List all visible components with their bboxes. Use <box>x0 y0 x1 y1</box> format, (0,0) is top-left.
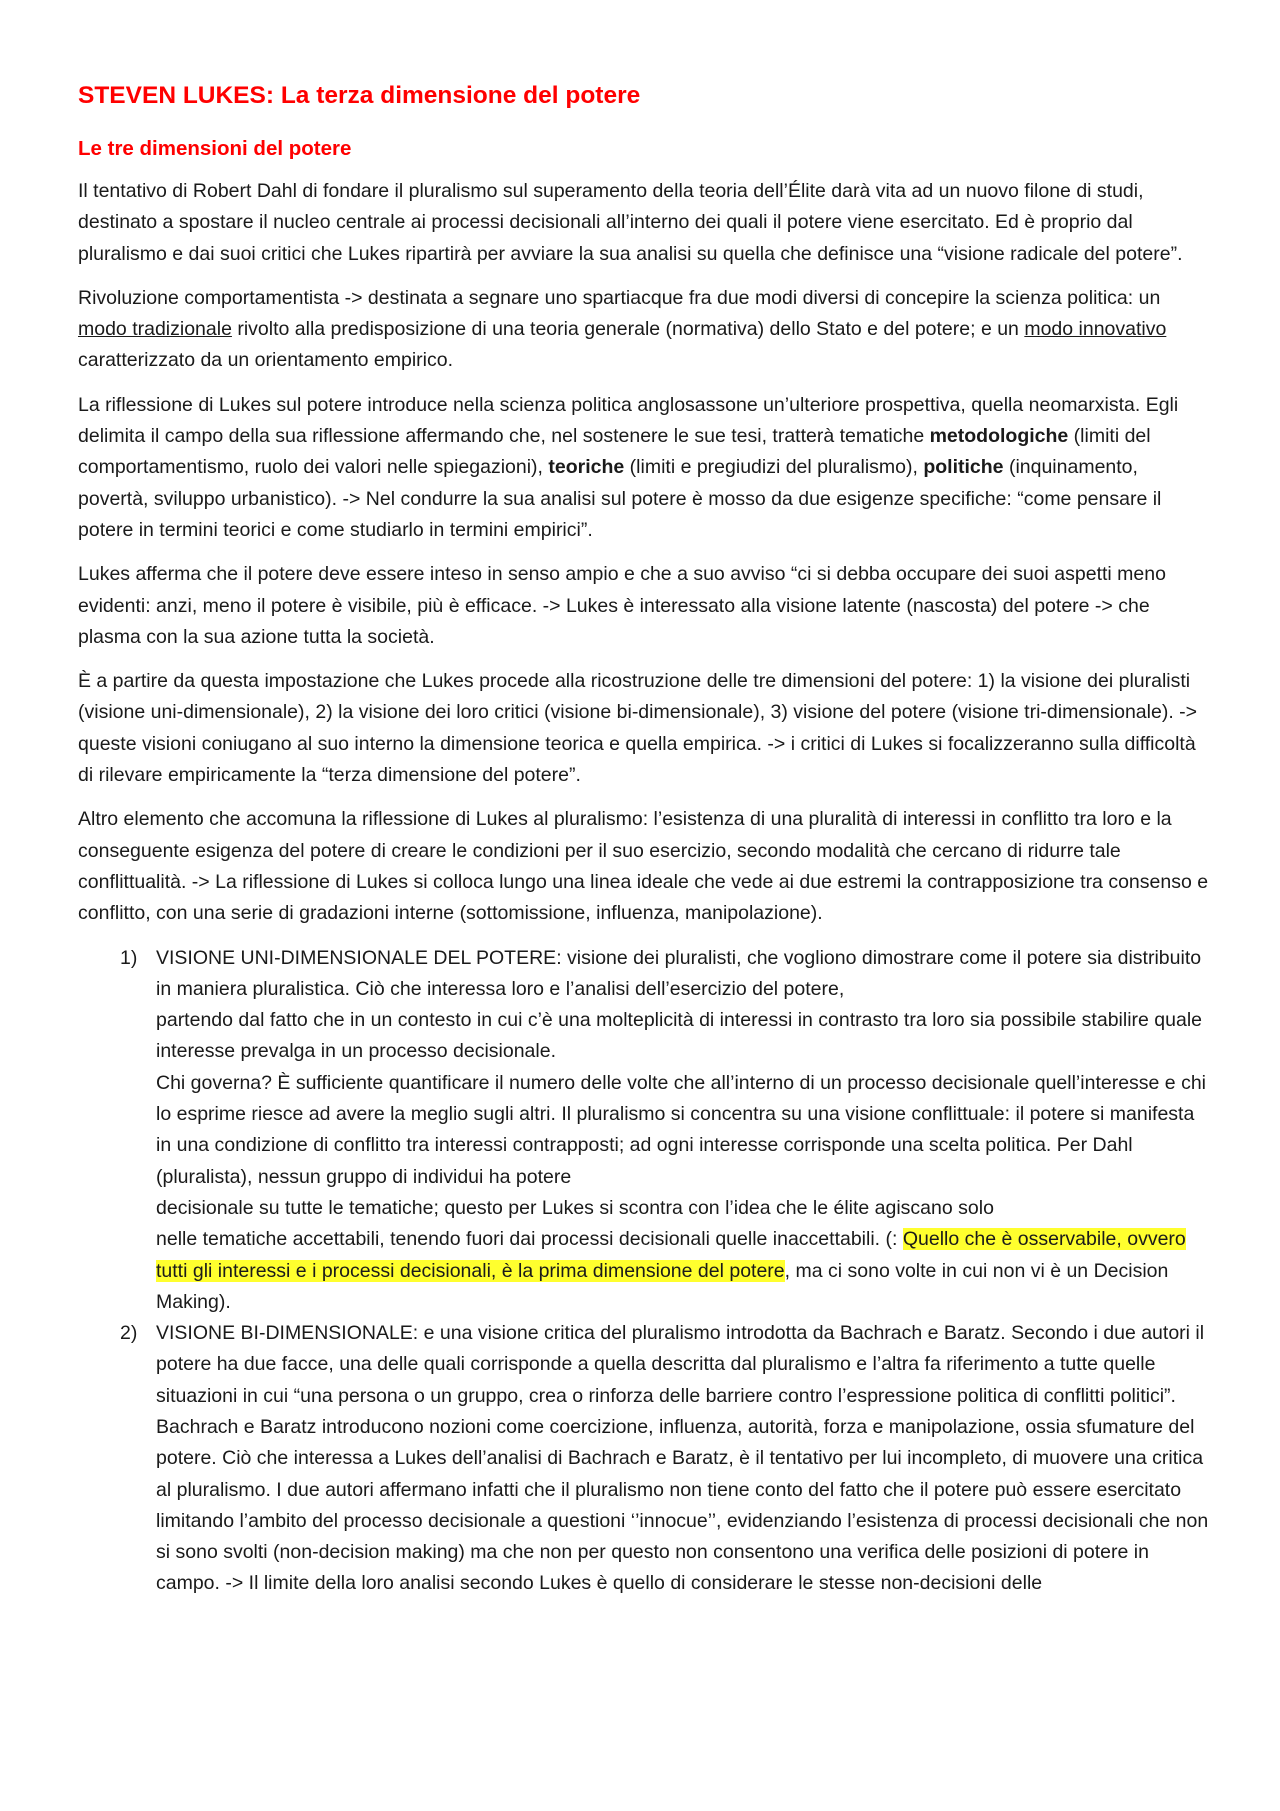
list-number: 1) <box>120 946 138 969</box>
text: nelle tematiche accettabili, tenendo fuori dai processi decisionali quelle inaccettabili. (: <box>156 1228 903 1251</box>
text: rivolto alla predisposizione di una teoria generale (normativa) dello Stato e del potere; e un <box>231 318 1025 341</box>
paragraph-6: Altro elemento che accomuna la riflessione di Lukes al pluralismo: l’esistenza di una pluralità di interessi in conflitto tra loro e la conseguente esigenza del potere di creare le condizioni per il suo esercizio, secondo modalità che cercano di ridurre tale conflittualità. -> La riflessione di Lukes si colloca lungo una linea ideale che vede ai due estremi la contrapposizione tra consenso e conflitto, con una serie di gradazioni interne (sottomissione, influenza, manipolazione). <box>78 808 1209 925</box>
text: La riflessione di Lukes sul potere introduce nella scienza politica anglosassone un’ulteriore prospettiva, quella neomarxista. Egli delimita il campo della sua riflessione affermando che, nel sostenere le sue tesi, tratterà tematiche <box>78 393 1179 448</box>
underlined-text: modo tradizionale <box>78 318 232 341</box>
numbered-list <box>78 943 1210 1600</box>
text: , ma ci sono volte in cui non vi è un Decision Making). <box>156 1259 1169 1313</box>
paragraph-4: Lukes afferma che il potere deve essere inteso in senso ampio e che a suo avviso “ci si debba occupare dei suoi aspetti meno evidenti: anzi, meno il potere è visibile, più è efficace. -> Lukes è interessato alla visione latente (nascosta) del potere -> che plasma con la sua azione tutta la società. <box>78 563 1166 648</box>
text: Rivoluzione comportamentista -> destinata a segnare uno spartiacque fra due modi diversi di concepire la scienza politica: un <box>78 286 1161 309</box>
text: VISIONE BI-DIMENSIONALE: e una visione critica del pluralismo introdotta da Bachrach e Baratz. Secondo i due autori il potere ha due facce, una delle quali corrisponde a quella descritta dal pluralismo e l’altra fa riferimento a tutte quelle situazioni in cui “una persona o un gruppo, crea o rinforza delle barriere contro l’espressione politica di conflitti politici”. Bachrach e Baratz introducono nozioni come coercizione, influenza, autorità, forza e manipolazione, ossia sfumature del potere. Ciò che interessa a Lukes dell’analisi di Bachrach e Baratz, è il tentativo per lui incompleto, di muovere una critica al pluralismo. I due autori affermano infatti che il pluralismo non tiene conto del fatto che il potere può essere esercitato limitando l’ambito del processo decisionale a questioni ‘’innocue’’, evidenziando l’esistenza di processi decisionali che non si sono svolti (non-decision making) ma che non per questo non consentono una verifica delle posizioni di potere in campo. -> Il limite della loro analisi secondo Lukes è quello di considerare le stesse non-decisioni delle <box>156 1322 1209 1595</box>
text: (inquinamento, povertà, sviluppo urbanistico). -> Nel condurre la sua analisi sul potere è mosso da due esigenze specifiche: “come pensare il potere in termini teorici e come studiarlo in termini empirici”. <box>78 456 1162 541</box>
document-body <box>78 80 1210 1600</box>
bold-text: metodologiche <box>929 425 1069 448</box>
list-item <box>78 943 1210 1319</box>
bold-text: teoriche <box>548 456 625 479</box>
document-title: STEVEN LUKES: La terza dimensione del potere <box>78 82 641 109</box>
text: partendo dal fatto che in un contesto in cui c’è una molteplicità di interessi in contrasto tra loro sia possibile stabilire quale interesse prevalga in un processo decisionale. <box>156 1009 1203 1063</box>
text: (limiti del comportamentismo, ruolo dei valori nelle spiegazioni), <box>78 425 1151 479</box>
paragraph-5: È a partire da questa impostazione che Lukes procede alla ricostruzione delle tre dimensioni del potere: 1) la visione dei pluralisti (visione uni-dimensionale), 2) la visione dei loro critici (visione bi-dimensionale), 3) visione del potere (visione tri-dimensionale). -> queste visioni coniugano al suo interno la dimensione teorica e quella empirica. -> i critici di Lukes si focalizzeranno sulla difficoltà di rilevare empiricamente la “terza dimensione del potere”. <box>78 670 1198 787</box>
section-heading: Le tre dimensioni del potere <box>78 137 352 160</box>
list-item <box>78 1318 1210 1600</box>
text: decisionale su tutte le tematiche; questo per Lukes si scontra con l’idea che le élite agiscano solo <box>156 1196 994 1219</box>
paragraph-2 <box>78 283 1210 377</box>
highlighted-text: Quello che è osservabile, ovvero tutti gli interessi e i processi decisionali, è la prima dimensione del potere <box>156 1228 1186 1282</box>
text: Chi governa? È sufficiente quantificare il numero delle volte che all’interno di un processo decisionale quell’interesse e chi lo esprime riesce ad avere la meglio sugli altri. Il pluralismo si concentra su una visione conflittuale: il potere si manifesta in una condizione di conflitto tra interessi contrapposti; ad ogni interesse corrisponde una scelta politica. Per Dahl (pluralista), nessun gruppo di individui ha potere <box>156 1071 1207 1188</box>
list-number: 2) <box>120 1322 138 1345</box>
bold-text: politiche <box>923 456 1004 479</box>
paragraph-3 <box>78 390 1210 546</box>
paragraph-1: Il tentativo di Robert Dahl di fondare il pluralismo sul superamento della teoria dell’Élite darà vita ad un nuovo filone di studi, destinato a spostare il nucleo centrale ai processi decisionali all’interno dei quali il potere viene esercitato. Ed è proprio dal pluralismo e dai suoi critici che Lukes ripartirà per avviare la sua analisi su quella che definisce una “visione radicale del potere”. <box>78 180 1183 265</box>
text: caratterizzato da un orientamento empirico. <box>78 349 454 372</box>
text: (limiti e pregiudizi del pluralismo), <box>624 456 924 479</box>
underlined-text: modo innovativo <box>1024 318 1167 341</box>
text: VISIONE UNI-DIMENSIONALE DEL POTERE: visione dei pluralisti, che vogliono dimostrare come il potere sia distribuito in maniera pluralistica. Ciò che interessa loro e l’analisi dell’esercizio del potere, <box>156 946 1202 1000</box>
